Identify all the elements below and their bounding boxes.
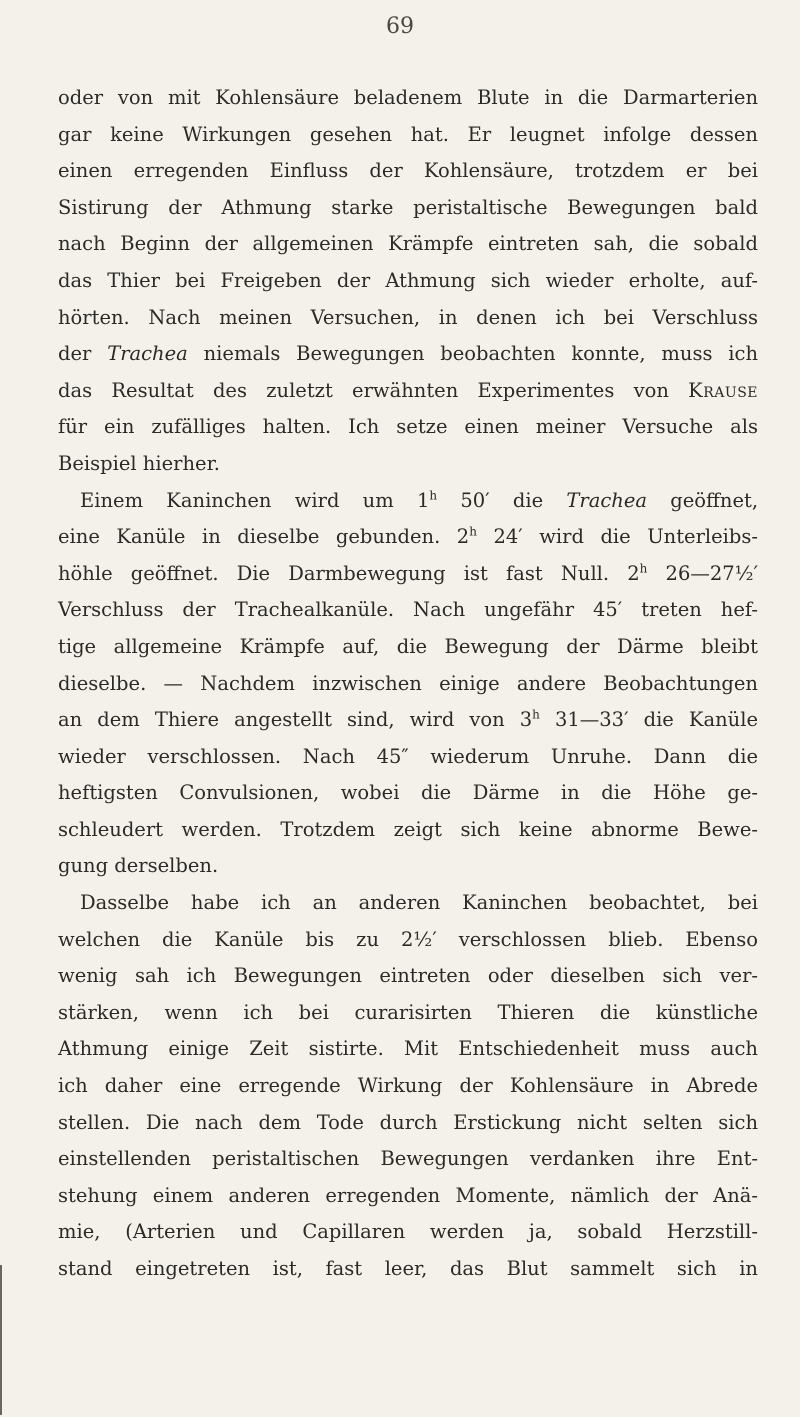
text-line: stärken, wenn ich bei curarisirten Thieren die künstliche — [58, 1000, 758, 1024]
text-line: für ein zufälliges halten. Ich setze einen meiner Versuche als — [58, 415, 758, 439]
text-line: schleudert werden. Trotzdem zeigt sich keine abnorme Bewe- — [58, 817, 758, 841]
text-run: Einem Kaninchen wird um 1 — [80, 488, 430, 512]
text-run: 24′ wird die Unterleibs- — [476, 525, 758, 549]
text-run: eine Kanüle in dieselbe gebunden. 2 — [58, 525, 470, 549]
text-line: Verschluss der Trachealkanüle. Nach ungefähr 45′ treten hef- — [58, 598, 758, 622]
text-line: stehung einem anderen erregenden Momente, nämlich der Anä- — [58, 1183, 758, 1207]
italic-term: Trachea — [566, 488, 648, 512]
text-line: gung derselben. — [58, 854, 219, 878]
text-line — [58, 556, 758, 593]
author-name: Krause — [688, 378, 759, 402]
text-line: stellen. Die nach dem Tode durch Erstickung nicht selten sich — [58, 1110, 758, 1134]
superscript: h — [469, 524, 477, 539]
text-run: 31—33′ die Kanüle — [539, 708, 758, 732]
text-line — [58, 373, 758, 410]
text-run: an dem Thiere angestellt sind, wird von 3 — [58, 708, 533, 732]
text-line: heftigsten Convulsionen, wobei die Därme in die Höhe ge- — [58, 781, 758, 805]
text-line: nach Beginn der allgemeinen Krämpfe eintreten sah, die sobald — [58, 232, 758, 256]
body-text — [58, 80, 758, 1288]
text-line: mie, (Arterien und Capillaren werden ja, sobald Herzstill- — [58, 1220, 758, 1244]
text-line: stand eingetreten ist, fast leer, das Blut sammelt sich in — [58, 1257, 758, 1280]
text-line: tige allgemeine Krämpfe auf, die Bewegung der Därme bleibt — [58, 634, 758, 658]
text-line: dieselbe. — Nachdem inzwischen einige andere Beobachtungen — [58, 671, 758, 695]
text-line: Dasselbe habe ich an anderen Kaninchen beobachtet, bei — [80, 891, 758, 915]
text-run: 50′ die — [437, 488, 544, 512]
text-line: hörten. Nach meinen Versuchen, in denen ich bei Verschluss — [58, 305, 758, 329]
text-line — [58, 702, 758, 739]
text-run: das Resultat des zuletzt erwähnten Experimentes von — [58, 378, 669, 402]
text-run: der — [58, 342, 92, 366]
text-run: 26—27½′ — [647, 561, 759, 585]
superscript: h — [639, 561, 648, 576]
text-line: wieder verschlossen. Nach 45″ wiederum Unruhe. Dann die — [58, 744, 758, 768]
text-line: oder von mit Kohlensäure beladenem Blute in die Darmarterien — [58, 86, 758, 109]
text-line: welchen die Kanüle bis zu 2½′ verschlossen blieb. Ebenso — [58, 927, 758, 951]
page-edge-mark — [0, 1265, 2, 1415]
text-line: das Thier bei Freigeben der Athmung sich wieder erholte, auf- — [58, 268, 758, 292]
text-line: gar keine Wirkungen gesehen hat. Er leugnet infolge dessen — [58, 122, 758, 146]
text-line: wenig sah ich Bewegungen eintreten oder dieselben sich ver- — [58, 964, 758, 988]
text-line: einen erregenden Einfluss der Kohlensäure, trotzdem er bei — [58, 159, 758, 183]
text-line: ich daher eine erregende Wirkung der Kohlensäure in Abrede — [58, 1074, 758, 1098]
page-number: 69 — [386, 14, 414, 39]
text-run: höhle geöffnet. Die Darmbewegung ist fast Null. 2 — [58, 561, 640, 585]
text-line: einstellenden peristaltischen Bewegungen verdanken ihre Ent- — [58, 1147, 758, 1171]
superscript: h — [532, 707, 540, 722]
text-line: Sistirung der Athmung starke peristaltische Bewegungen bald — [58, 195, 758, 219]
superscript: h — [429, 488, 438, 503]
text-line — [58, 483, 758, 520]
text-line — [58, 519, 758, 556]
italic-term: Trachea — [107, 342, 188, 366]
text-line: Beispiel hierher. — [58, 451, 220, 475]
text-run: niemals Bewegungen beobachten konnte, muss ich — [203, 342, 759, 366]
text-line: Athmung einige Zeit sistirte. Mit Entschiedenheit muss auch — [58, 1037, 758, 1061]
text-run: geöffnet, — [670, 488, 759, 512]
text-line — [58, 336, 758, 373]
